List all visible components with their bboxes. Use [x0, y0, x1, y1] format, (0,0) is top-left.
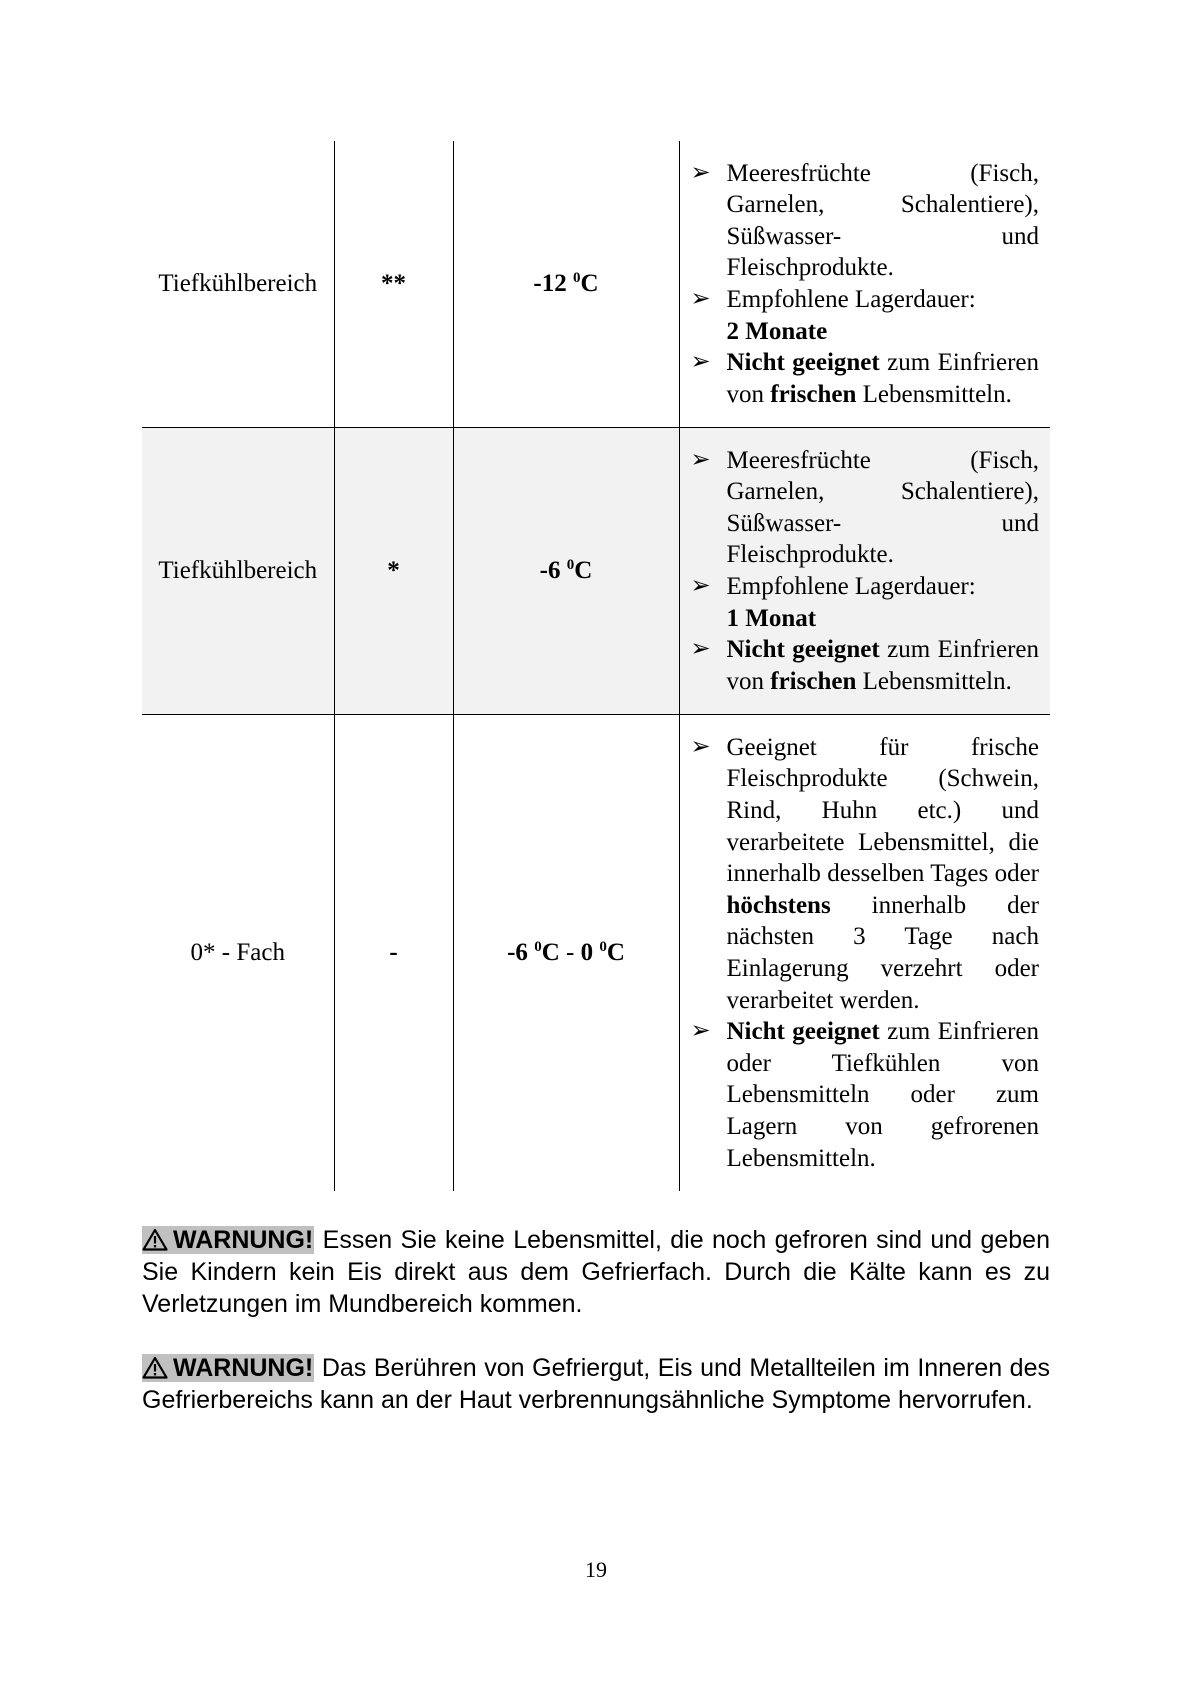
zone-label: Tiefkühlbereich	[158, 557, 318, 585]
temperature-cell	[453, 428, 679, 715]
list-item: ➢ Nicht geeignet zum Einfrieren von frischen Lebensmitteln.	[690, 349, 1039, 408]
warning-triangle-icon	[142, 1228, 168, 1251]
description-list	[680, 732, 1051, 1174]
page-number: 19	[585, 1557, 607, 1582]
list-item: ➢ Nicht geeignet zum Einfrieren von frischen Lebensmitteln.	[690, 636, 1039, 695]
description-list	[680, 158, 1051, 411]
arrow-bullet-icon: ➢	[690, 1018, 711, 1045]
list-item: ➢ Geeignet für frische Fleischprodukte (Schwein, Rind, Huhn etc.) und verarbeitete Lebensmittel, die innerhalb desselben Tages oder höchstens innerhalb der nächsten 3 Tage nach Einlagerung verzehrt oder verarbeitet werden.	[690, 733, 1039, 1014]
freezer-storage-table	[142, 141, 1050, 1191]
description-list	[680, 445, 1051, 698]
warning-triangle-icon	[142, 1356, 168, 1379]
arrow-bullet-icon: ➢	[690, 733, 711, 760]
temperature-cell	[453, 141, 679, 428]
arrow-bullet-icon: ➢	[690, 446, 711, 473]
star-rating: *	[387, 557, 400, 585]
zone-cell	[142, 141, 334, 428]
star-rating-cell	[334, 428, 453, 715]
description-cell	[679, 715, 1050, 1192]
arrow-bullet-icon: ➢	[690, 349, 711, 376]
warning-label: WARNUNG!	[142, 1226, 314, 1254]
description-cell	[679, 428, 1050, 715]
storage-duration: 2 Monate	[726, 317, 828, 345]
list-item: ➢ Meeresfrüchte (Fisch, Garnelen, Schalentiere), Süßwasser- und Fleischprodukte.	[690, 446, 1039, 569]
warning-text: Das Berühren von Gefriergut, Eis und Metallteilen im Inneren des Gefrierbereichs kann an der Haut verbrennungsähnliche Symptome hervorrufen.	[142, 1354, 1050, 1414]
list-item: ➢ Nicht geeignet zum Einfrieren oder Tiefkühlen von Lebensmitteln oder zum Lagern von gefrorenen Lebensmitteln.	[690, 1018, 1039, 1172]
temperature-range: -6 $^0$C - 0 $^0$C	[507, 939, 625, 967]
warning-text: Essen Sie keine Lebensmittel, die noch gefroren sind und geben Sie Kindern kein Eis direkt aus dem Gefrierfach. Durch die Kälte kann es zu Verletzungen im Mundbereich kommen.	[142, 1226, 1050, 1318]
star-rating-cell	[334, 715, 453, 1192]
list-item: ➢ Empfohlene Lagerdauer: 2 Monate	[690, 286, 976, 345]
arrow-bullet-icon: ➢	[690, 286, 711, 312]
star-rating: -	[389, 939, 398, 967]
description-cell	[679, 141, 1050, 428]
list-item: ➢ Empfohlene Lagerdauer: 1 Monat	[690, 573, 976, 632]
arrow-bullet-icon: ➢	[690, 573, 711, 599]
zone-label: 0* - Fach	[190, 939, 285, 967]
temperature-cell	[453, 715, 679, 1192]
zone-label: Tiefkühlbereich	[158, 270, 318, 298]
star-rating-cell	[334, 141, 453, 428]
table-row	[142, 141, 1050, 428]
warning-paragraph	[142, 1224, 1050, 1320]
table-row	[142, 428, 1050, 715]
temperature-value: -12 $^0$C	[533, 270, 599, 298]
star-rating: **	[381, 270, 406, 298]
warning-label: WARNUNG!	[142, 1354, 314, 1382]
arrow-bullet-icon: ➢	[690, 636, 711, 663]
arrow-bullet-icon: ➢	[690, 159, 711, 186]
zone-cell	[142, 428, 334, 715]
table-row	[142, 715, 1050, 1192]
warning-paragraph	[142, 1352, 1050, 1416]
zone-cell	[142, 715, 334, 1192]
list-item: ➢ Meeresfrüchte (Fisch, Garnelen, Schalentiere), Süßwasser- und Fleischprodukte.	[690, 159, 1039, 282]
storage-duration: 1 Monat	[726, 604, 817, 632]
temperature-value: -6 $^0$C	[539, 557, 593, 585]
